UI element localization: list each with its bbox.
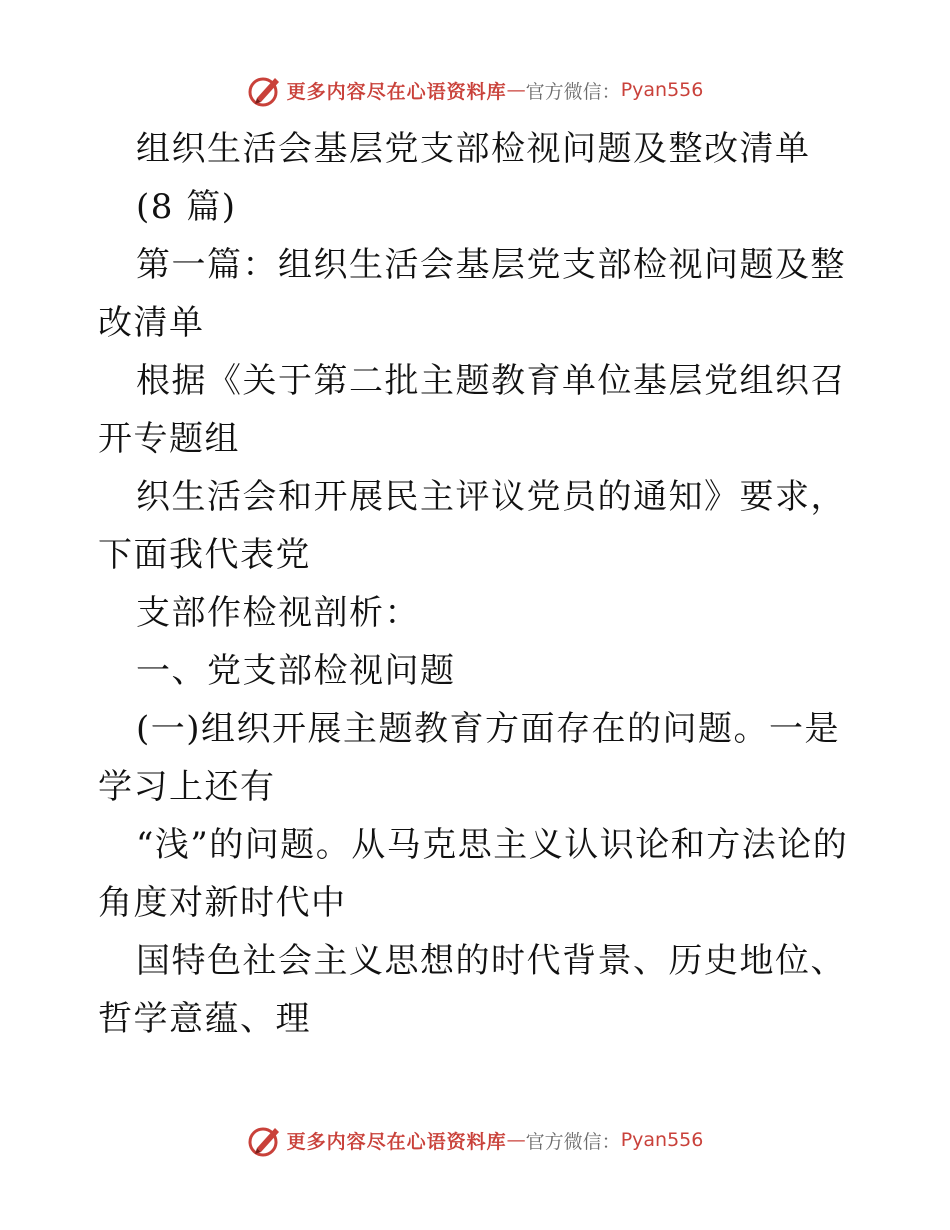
banner-official-label: 官方微信： — [525, 1130, 621, 1153]
paragraph: 第一篇：组织生活会基层党支部检视问题及整改清单 — [98, 245, 846, 343]
banner-official-label: 官方微信： — [525, 80, 621, 103]
document-body — [98, 120, 858, 1048]
footer-banner — [0, 1120, 950, 1160]
paragraph: 根据《关于第二批主题教育单位基层党组织召开专题组 — [98, 361, 846, 459]
pen-logo-icon — [247, 1122, 283, 1158]
document-subtitle: (8 篇) — [136, 187, 237, 227]
pen-logo-icon — [247, 72, 283, 108]
header-banner — [0, 70, 950, 110]
paragraph: 织生活会和开展民主评议党员的通知》要求，下面我代表党 — [98, 477, 846, 575]
banner-dash: — — [506, 1129, 526, 1151]
banner-dash: — — [506, 79, 526, 101]
paragraph: (一)组织开展主题教育方面存在的问题。一是学习上还有 — [98, 709, 841, 807]
banner-brand: 更多内容尽在心语资料库 — [286, 80, 507, 103]
paragraph: 一、党支部检视问题 — [136, 651, 456, 691]
banner-wechat-id: Pyan556 — [620, 1129, 704, 1151]
document-title: 组织生活会基层党支部检视问题及整改清单 — [136, 129, 811, 169]
paragraph: 支部作检视剖析： — [136, 593, 420, 633]
banner-brand: 更多内容尽在心语资料库 — [286, 1130, 507, 1153]
banner-wechat-id: Pyan556 — [620, 79, 704, 101]
paragraph: 国特色社会主义思想的时代背景、历史地位、哲学意蕴、理 — [98, 941, 846, 1039]
paragraph: “浅”的问题。从马克思主义认识论和方法论的角度对新时代中 — [98, 825, 849, 923]
